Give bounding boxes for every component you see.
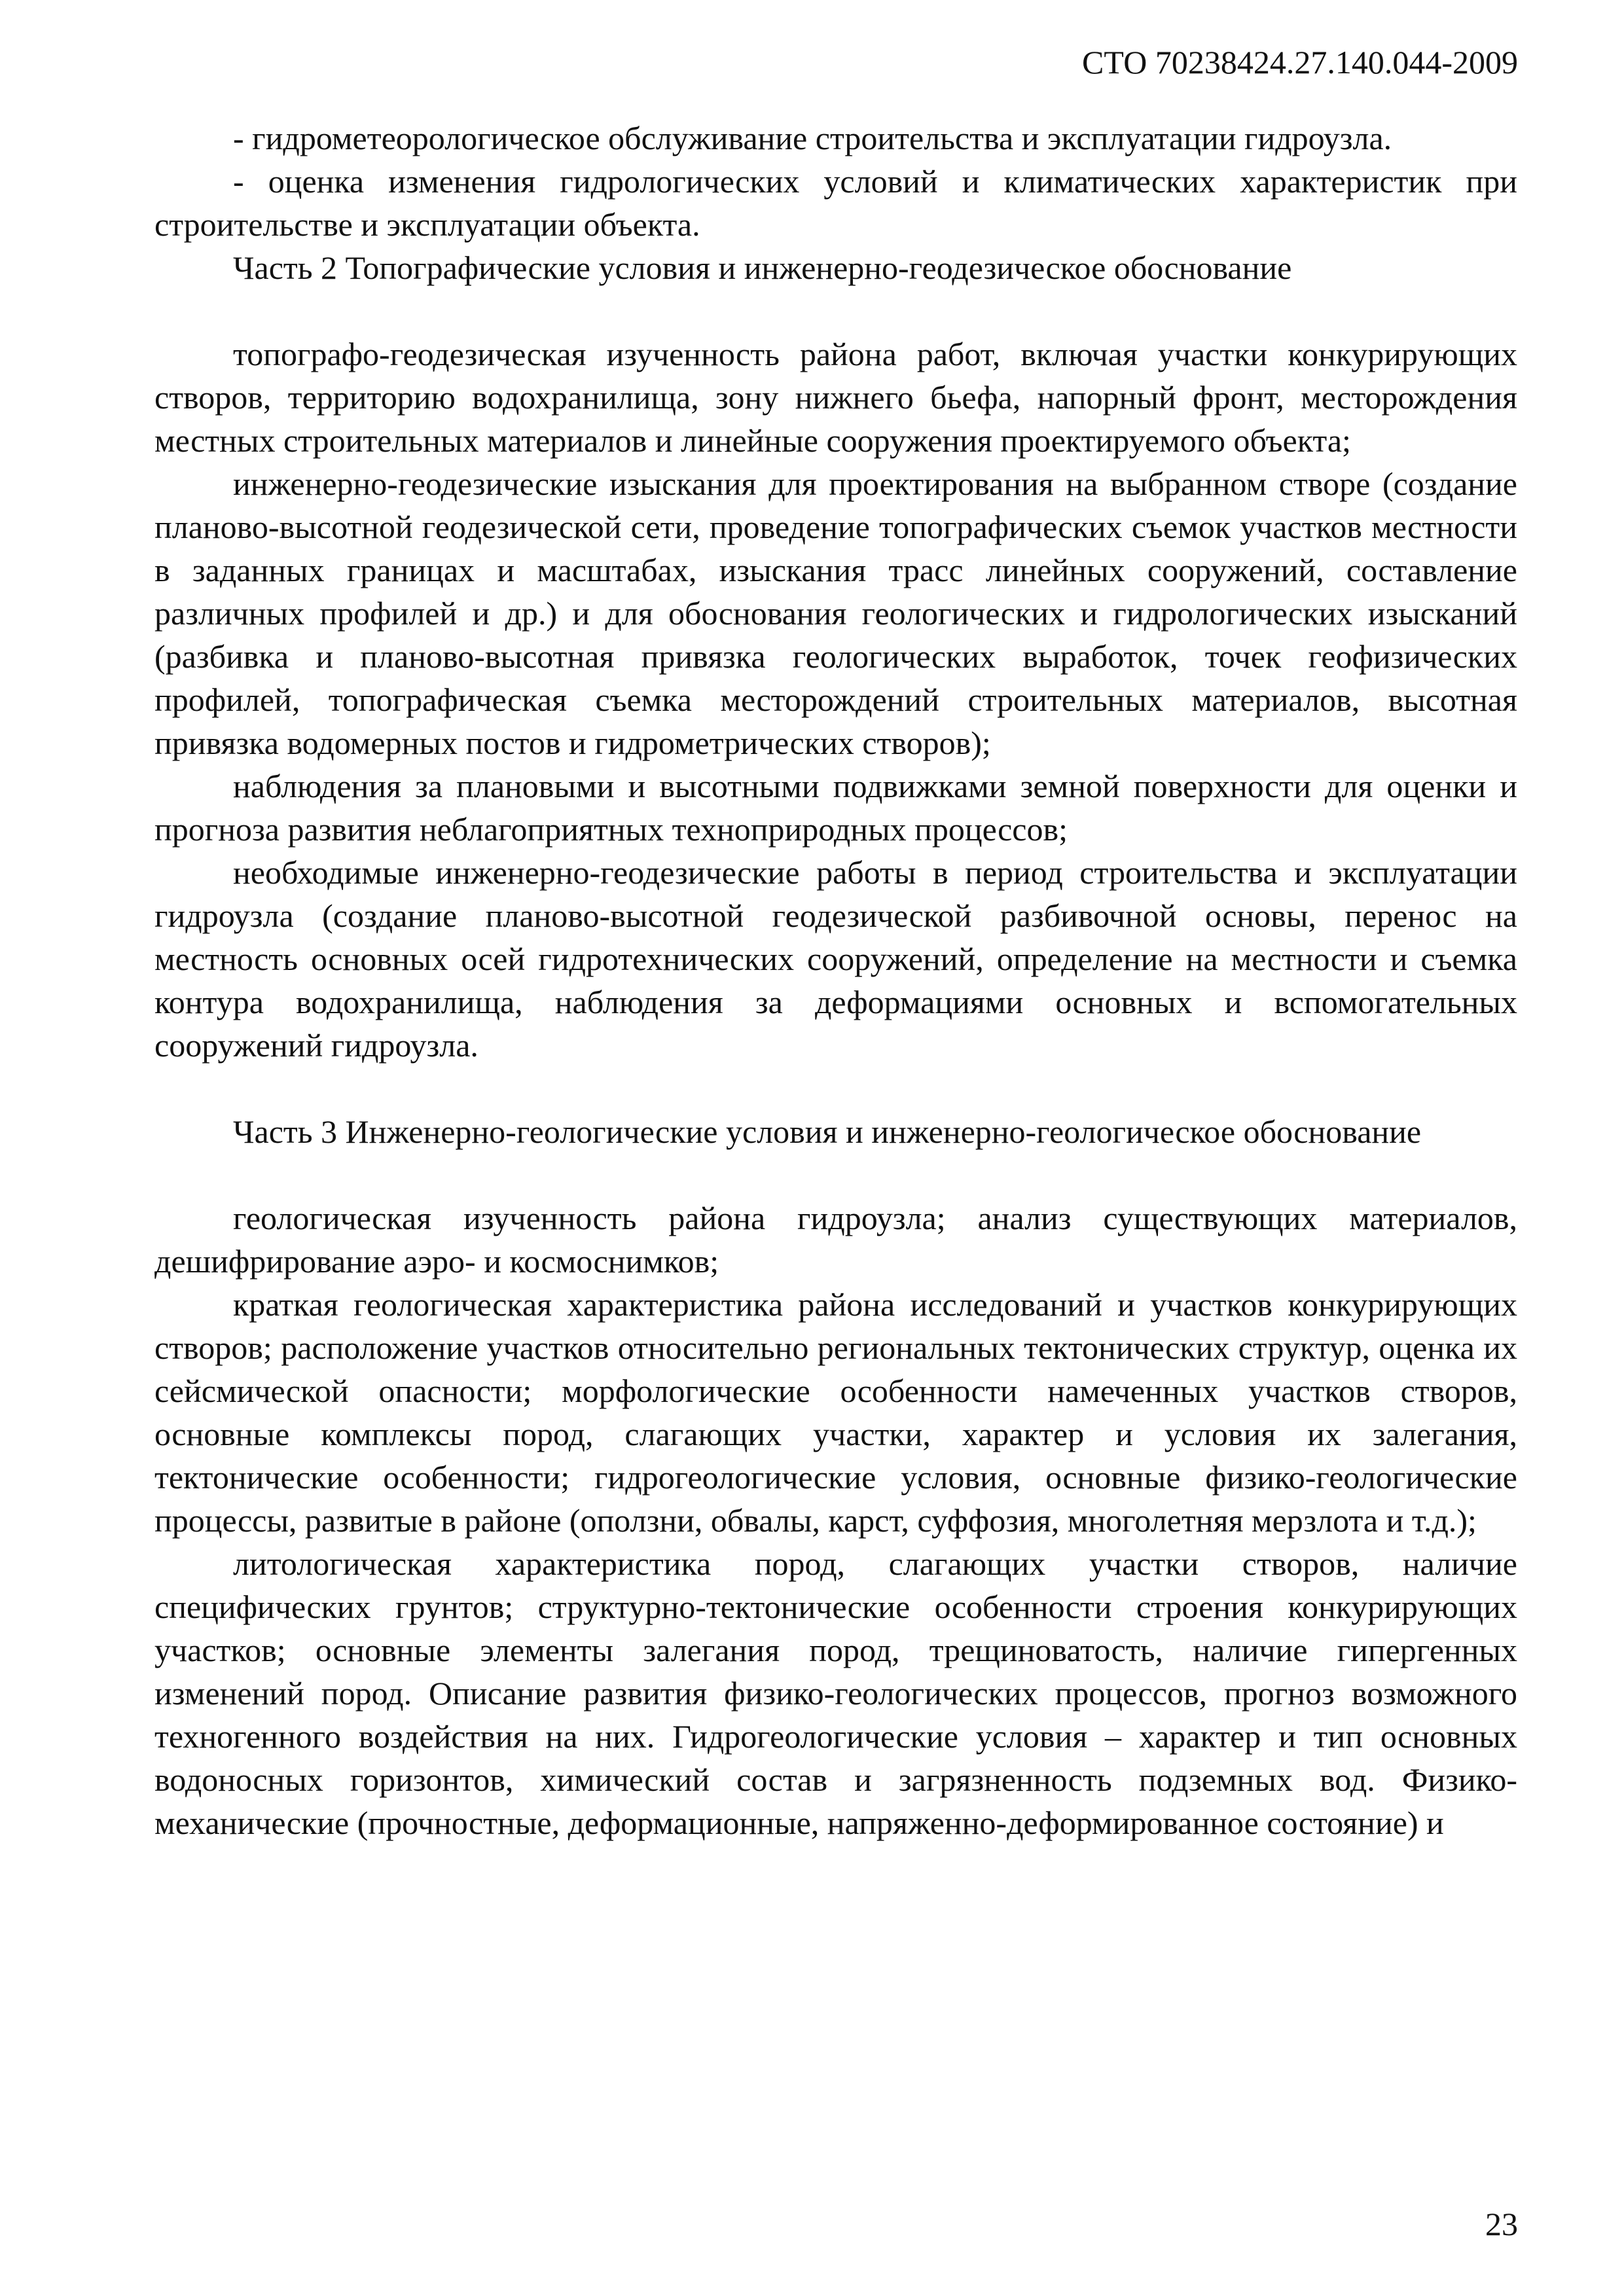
paragraph-topo-knowledge: топографо-геодезическая изученность района работ, включая участки конкурирующих створов, территорию водохранилища, зону нижнего бьефа, напорный фронт, месторождения местных строительных материалов и линейные сооружения проектируемого объекта; [154,336,1517,459]
document-code: СТО 70238424.27.140.044-2009 [1082,44,1518,81]
paragraph-surface-movements: наблюдения за плановыми и высотными подвижками земной поверхности для оценки и прогноза развития неблагоприятных техноприродных процессов; [154,768,1517,848]
page-number: 23 [1485,2206,1518,2242]
paragraph-geology-knowledge: геологическая изученность района гидроузла; анализ существующих материалов, дешифрирование аэро- и космоснимков; [154,1200,1517,1280]
spacer [154,1153,1517,1196]
paragraph-geodetic-surveys: инженерно-геодезические изыскания для проектирования на выбранном створе (создание планово-высотной геодезической сети, проведение топографических съемок участков местности в заданных границах и масштабах, изыскания трасс линейных сооружений, составление различных профилей и др.) и для обоснования геологических и гидрологических изысканий (разбивка и планово-высотная привязка геологических выработок, точек геофизических профилей, топографическая съемка месторождений строительных материалов, высотная привязка водомерных постов и гидрометрических створов); [154,465,1517,761]
part-3-heading: Часть 3 Инженерно-геологические условия и инженерно-геологическое обоснование [233,1113,1422,1150]
page-body [154,117,1517,1844]
part-2-heading: Часть 2 Топографические условия и инженерно-геодезическое обоснование [233,249,1292,286]
paragraph-geology-summary: краткая геологическая характеристика района исследований и участков конкурирующих створов; расположение участков относительно региональных тектонических структур, оценка их сейсмической опасности; морфологические особенности намеченных участков створов, основные комплексы пород, слагающих участки, характер и условия их залегания, тектонические особенности; гидрогеологические условия, основные физико-геологические процессы, развитые в районе (оползни, обвалы, карст, суффозия, многолетняя мерзлота и т.д.); [154,1286,1517,1539]
spacer [154,1067,1517,1110]
paragraph-hydromet-service: - гидрометеорологическое обслуживание строительства и эксплуатации гидроузла. [233,120,1392,156]
spacer [154,289,1517,332]
paragraph-hydrology-change: - оценка изменения гидрологических условий и климатических характеристик при строительстве и эксплуатации объекта. [154,163,1517,243]
paragraph-lithology: литологическая характеристика пород, слагающих участки створов, наличие специфических грунтов; структурно-тектонические особенности строения конкурирующих участков; основные элементы залегания пород, трещиноватость, наличие гипергенных изменений пород. Описание развития физико-геологических процессов, прогноз возможного техногенного воздействия на них. Гидрогеологические условия – характер и тип основных водоносных горизонтов, химический состав и загрязненность подземных вод. Физико-механические (прочностные, деформационные, напряженно-деформированное состояние) и [154,1545,1517,1841]
paragraph-geodetic-works: необходимые инженерно-геодезические работы в период строительства и эксплуатации гидроузла (создание планово-высотной геодезической разбивочной основы, перенос на местность основных осей гидротехнических сооружений, определение на местности и съемка контура водохранилища, наблюдения за деформациями основных и вспомогательных сооружений гидроузла. [154,854,1517,1064]
